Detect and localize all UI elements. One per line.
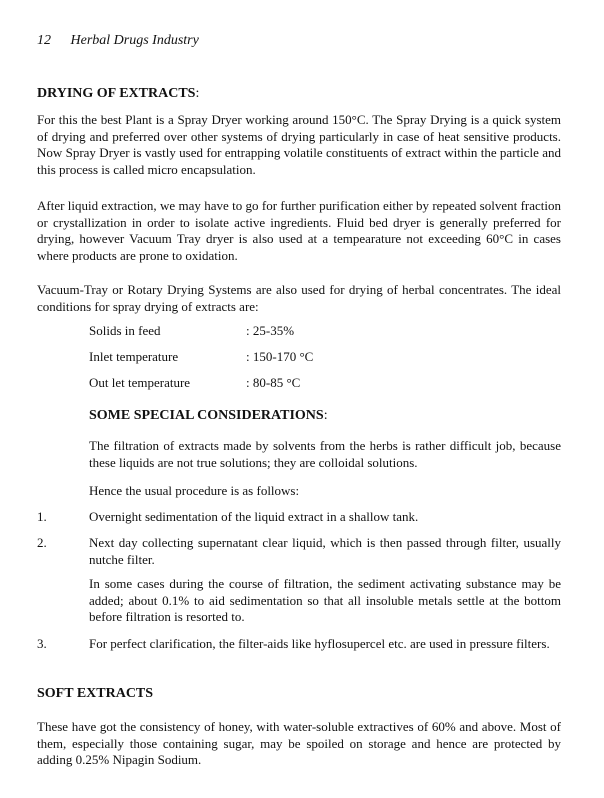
condition-value: : 80-85 °C <box>246 375 301 390</box>
condition-row <box>89 375 300 391</box>
paragraph-vacuum-tray: Vacuum-Tray or Rotary Drying Systems are also used for drying of herbal concentrates. The ideal conditions for spray drying of extracts are: <box>37 282 561 314</box>
section-heading-drying: DRYING OF EXTRACTS: <box>37 86 200 101</box>
condition-row <box>89 323 294 339</box>
paragraph-soft-extracts: These have got the consistency of honey, with water-soluble extractives of 60% and above. Most of them, especially those containing sugar, may be spoiled on storage and hence are protected by adding 0.25% Nipagin Sodium. <box>37 719 561 767</box>
list-number: 2. <box>37 535 47 550</box>
list-item-text: Overnight sedimentation of the liquid extract in a shallow tank. <box>89 509 419 524</box>
page-number: 12 <box>37 33 51 48</box>
condition-label: Out let temperature <box>89 375 191 390</box>
list-number: 3. <box>37 636 47 651</box>
paragraph-usual-procedure: Hence the usual procedure is as follows: <box>89 483 300 498</box>
running-head <box>37 33 199 49</box>
condition-label: Inlet temperature <box>89 349 179 364</box>
book-title: Herbal Drugs Industry <box>70 33 199 48</box>
paragraph-liquid-extraction: After liquid extraction, we may have to go for further purification either by repeated solvent fraction or crystallization in order to isolate active ingredients. Fluid bed dryer is generally preferred for drying, however Vacuum Tray dryer is also used at a tempearature not exceeding 60°C in cases where products are prone to oxidation. <box>37 198 561 263</box>
section-heading-soft-extracts: SOFT EXTRACTS <box>37 686 154 701</box>
list-item-text: For perfect clarification, the filter-aids like hyflosupercel etc. are used in pressure filters. <box>89 636 550 651</box>
paragraph-spray-dryer: For this the best Plant is a Spray Dryer working around 150°C. The Spray Drying is a quick system of drying and preferred over other systems of drying particularly in case of heat sensitive products. Now Spray Dryer is vastly used for entrapping volatile constituents of extract within the particle and this process is called micro encapsulation. <box>37 112 561 177</box>
heading-text: SOME SPECIAL CONSIDERATIONS <box>89 408 324 423</box>
list-number: 1. <box>37 509 47 524</box>
condition-value: : 25-35% <box>246 323 295 338</box>
heading-text: DRYING OF EXTRACTS <box>37 86 196 101</box>
paragraph-sediment-note: In some cases during the course of filtration, the sediment activating substance may be added; about 0.1% to aid sedimentation so that all insoluble metals settle at the bottom before filtration is resorted to. <box>89 576 561 624</box>
section-heading-special: SOME SPECIAL CONSIDERATIONS: <box>89 408 328 423</box>
condition-value: : 150-170 °C <box>246 349 314 364</box>
list-item-text: Next day collecting supernatant clear liquid, which is then passed through filter, usually nutche filter. <box>89 535 561 567</box>
condition-row <box>89 349 313 365</box>
condition-label: Solids in feed <box>89 323 161 338</box>
paragraph-filtration: The filtration of extracts made by solvents from the herbs is rather difficult job, because these liquids are not true solutions; they are colloidal solutions. <box>89 438 561 470</box>
